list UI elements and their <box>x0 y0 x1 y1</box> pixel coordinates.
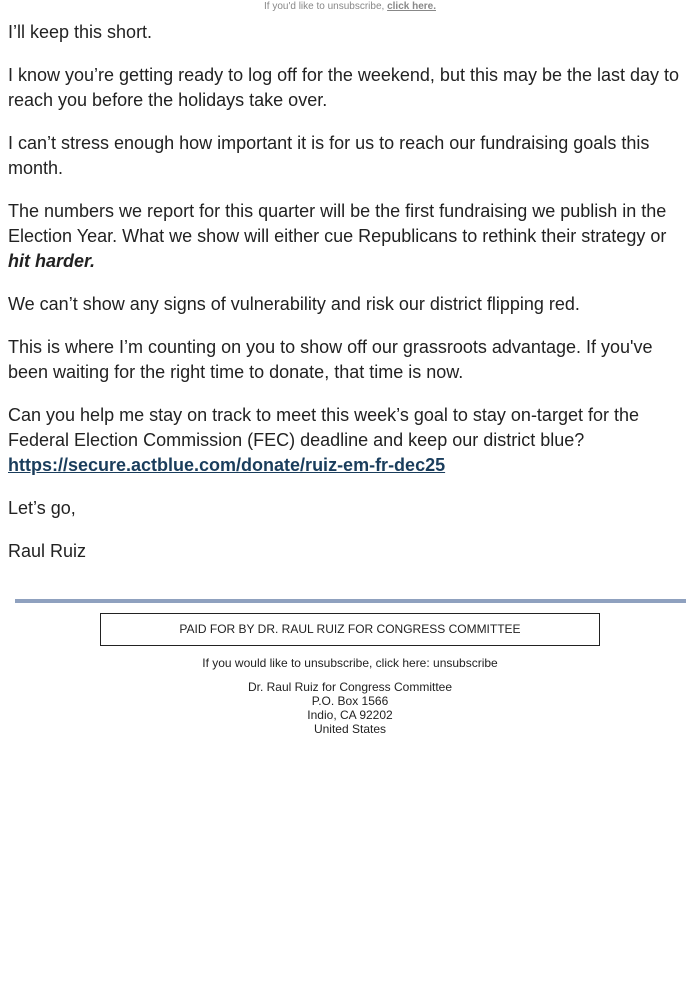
paragraph-grassroots: This is where I’m counting on you to show off our grassroots advantage. If you've been waiting for the right time to donate, that time is now. <box>8 337 653 382</box>
address-line2: Indio, CA 92202 <box>307 708 393 722</box>
footer-unsubscribe-text[interactable]: If you would like to unsubscribe, click here: unsubscribe <box>202 656 498 670</box>
top-unsubscribe-link[interactable]: click here. <box>387 1 436 12</box>
mailing-address <box>0 680 700 736</box>
address-line1: P.O. Box 1566 <box>311 694 389 708</box>
signature: Raul Ruiz <box>8 541 87 561</box>
paragraph-numbers-text: The numbers we report for this quarter will be the first fundraising we publish in the Election Year. What we show will either cue Republicans to rethink their strategy or <box>8 201 667 246</box>
top-unsubscribe-text: If you'd like to unsubscribe, <box>263 1 385 12</box>
paragraph-vulnerability: We can’t show any signs of vulnerability and risk our district flipping red. <box>8 294 580 314</box>
paragraph-ask <box>8 403 692 478</box>
address-country: United States <box>313 722 387 736</box>
paid-for-disclaimer: PAID FOR BY DR. RAUL RUIZ FOR CONGRESS COMMITTEE <box>100 613 600 646</box>
paragraph-numbers-emphasis: hit harder. <box>8 251 96 271</box>
paragraph-weekend: I know you’re getting ready to log off for the weekend, but this may be the last day to reach you before the holidays take over. <box>8 65 680 110</box>
footer-divider <box>15 599 686 603</box>
paragraph-numbers <box>8 199 692 274</box>
email-body <box>8 20 692 582</box>
top-unsubscribe-notice <box>0 0 700 13</box>
paragraph-goals: I can’t stress enough how important it is for us to reach our fundraising goals this month. <box>8 133 650 178</box>
paragraph-intro: I’ll keep this short. <box>8 22 153 42</box>
paragraph-ask-text: Can you help me stay on track to meet this week’s goal to stay on-target for the Federal Election Commission (FEC) deadline and keep our district blue? <box>8 405 639 450</box>
closing-line: Let’s go, <box>8 498 76 518</box>
donate-link[interactable]: https://secure.actblue.com/donate/ruiz-em-fr-dec25 <box>8 455 446 475</box>
address-org: Dr. Raul Ruiz for Congress Committee <box>247 680 453 694</box>
